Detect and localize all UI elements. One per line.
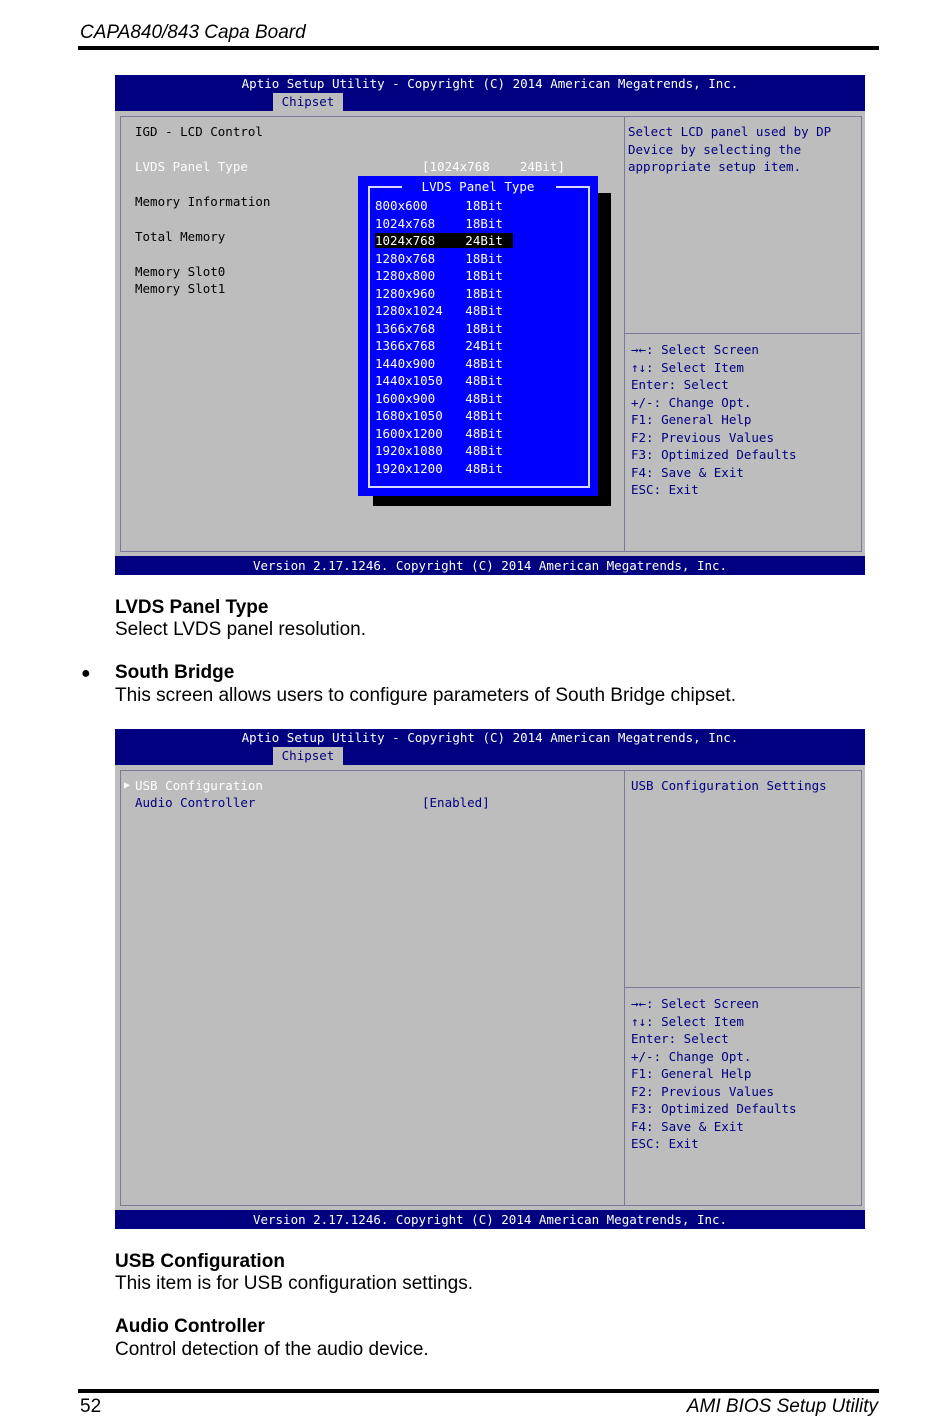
key-select-screen: →←: Select Screen bbox=[631, 996, 759, 1011]
lvds-option-item[interactable]: 1440x900 48Bit bbox=[375, 355, 503, 371]
footer-rule bbox=[78, 1389, 879, 1393]
bios-screen-chipset-lcd bbox=[115, 75, 865, 575]
key-select-item: ↑↓: Select Item bbox=[631, 359, 744, 375]
bios-title-bar bbox=[115, 75, 865, 111]
key-enter: Enter: Select bbox=[631, 377, 729, 392]
lvds-panel-type-popup[interactable] bbox=[358, 176, 598, 496]
lvds-option-item[interactable]: 1366x768 18Bit bbox=[375, 320, 503, 336]
key-f3: F3: Optimized Defaults bbox=[631, 447, 797, 462]
help-divider bbox=[625, 333, 860, 334]
lvds-option-item[interactable]: 1280x800 18Bit bbox=[375, 268, 503, 283]
memory-slot0-label: Memory Slot0 bbox=[135, 264, 226, 279]
key-f4: F4: Save & Exit bbox=[631, 1118, 744, 1134]
help-line: appropriate setup item. bbox=[628, 159, 802, 174]
bios-version-bar: Version 2.17.1246. Copyright (C) 2014 American Megatrends, Inc. bbox=[115, 1210, 865, 1229]
bullet-icon: ● bbox=[81, 665, 91, 682]
page-number: 52 bbox=[80, 1396, 102, 1417]
help-line: Select LCD panel used by DP bbox=[628, 124, 832, 139]
lvds-option-item[interactable]: 1600x1200 48Bit bbox=[375, 425, 503, 441]
submenu-arrow-icon: ▶ bbox=[124, 780, 131, 791]
help-line: Device by selecting the bbox=[628, 141, 802, 157]
bios-title: Aptio Setup Utility - Copyright (C) 2014 American Megatrends, Inc. bbox=[241, 730, 739, 745]
audio-controller-value[interactable]: [Enabled] bbox=[422, 795, 490, 810]
lvds-option-item[interactable]: 1600x900 48Bit bbox=[375, 390, 503, 406]
key-change-opt: +/-: Change Opt. bbox=[631, 394, 752, 410]
help-text bbox=[631, 777, 827, 795]
header-rule bbox=[78, 46, 879, 50]
key-change-opt: +/-: Change Opt. bbox=[631, 1048, 752, 1064]
key-f2: F2: Previous Values bbox=[631, 1083, 774, 1099]
bios-divider bbox=[624, 116, 625, 552]
key-f1: F1: General Help bbox=[631, 412, 752, 427]
south-bridge-description: This screen allows users to configure parameters of South Bridge chipset. bbox=[115, 685, 736, 706]
usb-configuration-item[interactable]: USB Configuration bbox=[135, 778, 263, 793]
help-text bbox=[628, 123, 831, 176]
key-f3: F3: Optimized Defaults bbox=[631, 1101, 797, 1116]
bios-title-bar bbox=[115, 729, 865, 765]
key-f4: F4: Save & Exit bbox=[631, 464, 744, 480]
key-legend bbox=[631, 341, 797, 499]
lvds-option-item[interactable]: 1440x1050 48Bit bbox=[375, 373, 503, 388]
key-f1: F1: General Help bbox=[631, 1066, 752, 1081]
key-select-item: ↑↓: Select Item bbox=[631, 1013, 744, 1029]
memory-information-label: Memory Information bbox=[135, 194, 271, 209]
help-line: USB Configuration Settings bbox=[631, 778, 827, 793]
lvds-option-item[interactable]: 1366x768 24Bit bbox=[375, 338, 503, 353]
lvds-panel-type-description: Select LVDS panel resolution. bbox=[115, 619, 367, 640]
bios-screen-south-bridge bbox=[115, 729, 865, 1229]
popup-title: LVDS Panel Type bbox=[421, 179, 535, 194]
lvds-option-item[interactable]: 1280x960 18Bit bbox=[375, 285, 503, 301]
audio-controller-item[interactable]: Audio Controller bbox=[135, 795, 256, 810]
audio-controller-description: Control detection of the audio device. bbox=[115, 1339, 429, 1360]
footer-section-title: AMI BIOS Setup Utility bbox=[686, 1396, 878, 1417]
lvds-panel-type-heading: LVDS Panel Type bbox=[115, 597, 269, 618]
usb-configuration-heading: USB Configuration bbox=[115, 1251, 285, 1272]
key-select-screen: →←: Select Screen bbox=[631, 342, 759, 357]
memory-slot1-label: Memory Slot1 bbox=[135, 281, 226, 296]
south-bridge-heading: South Bridge bbox=[115, 662, 235, 683]
key-f2: F2: Previous Values bbox=[631, 429, 774, 445]
lvds-option-item[interactable]: 1280x768 18Bit bbox=[375, 250, 503, 266]
lvds-option-item[interactable]: 1920x1080 48Bit bbox=[375, 443, 503, 458]
lvds-option-item[interactable]: 1024x768 24Bit bbox=[375, 233, 513, 248]
lvds-option-item[interactable]: 1680x1050 48Bit bbox=[375, 408, 503, 423]
audio-controller-heading: Audio Controller bbox=[115, 1316, 265, 1337]
key-enter: Enter: Select bbox=[631, 1031, 729, 1046]
help-divider bbox=[625, 987, 860, 988]
tab-chipset[interactable]: Chipset bbox=[273, 747, 343, 765]
igd-lcd-control-heading: IGD - LCD Control bbox=[135, 124, 263, 139]
lvds-option-item[interactable]: 800x600 18Bit bbox=[375, 198, 503, 213]
key-esc: ESC: Exit bbox=[631, 482, 699, 497]
usb-configuration-description: This item is for USB configuration settings. bbox=[115, 1273, 473, 1294]
lvds-option-item[interactable]: 1280x1024 48Bit bbox=[375, 303, 503, 318]
lvds-panel-type-value[interactable]: [1024x768 24Bit] bbox=[422, 159, 565, 174]
tab-chipset[interactable]: Chipset bbox=[273, 93, 343, 111]
bios-title: Aptio Setup Utility - Copyright (C) 2014 American Megatrends, Inc. bbox=[241, 76, 739, 91]
lvds-option-item[interactable]: 1024x768 18Bit bbox=[375, 215, 503, 231]
key-legend bbox=[631, 995, 797, 1153]
lvds-panel-type-item[interactable]: LVDS Panel Type bbox=[135, 159, 248, 174]
bios-divider bbox=[624, 770, 625, 1206]
bios-version-bar: Version 2.17.1246. Copyright (C) 2014 American Megatrends, Inc. bbox=[115, 556, 865, 575]
key-esc: ESC: Exit bbox=[631, 1136, 699, 1151]
total-memory-label: Total Memory bbox=[135, 229, 226, 244]
lvds-option-item[interactable]: 1920x1200 48Bit bbox=[375, 460, 503, 476]
page-header-title: CAPA840/843 Capa Board bbox=[80, 22, 306, 43]
